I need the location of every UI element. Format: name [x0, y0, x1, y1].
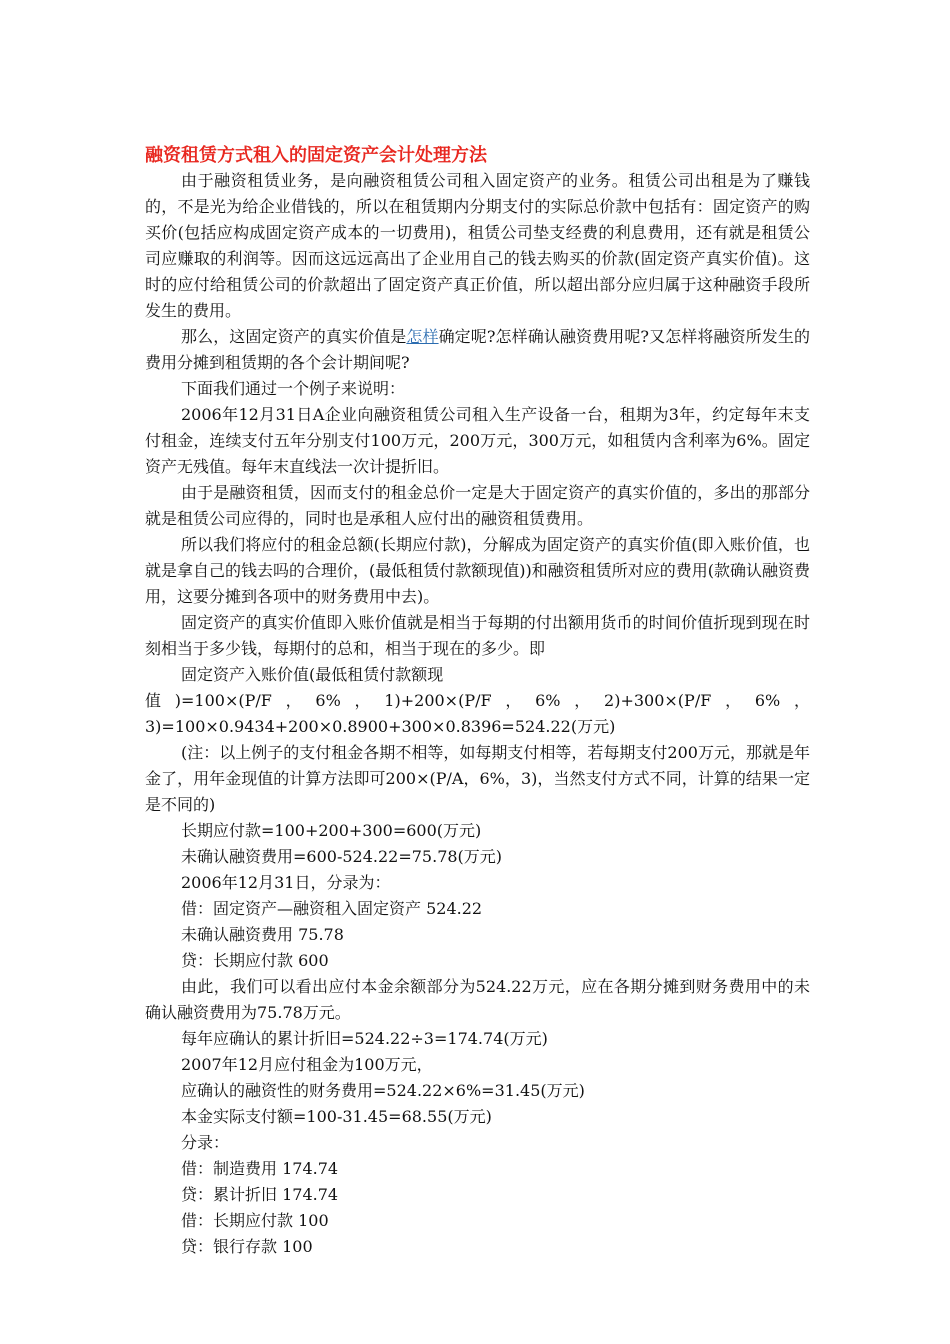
how-link[interactable]: 怎样 — [406, 327, 439, 346]
entry-line: 贷：银行存款 100 — [181, 1237, 313, 1256]
paragraph-lease-cost: 由于是融资租赁，因而支付的租金总价一定是大于固定资产的真实价值的，多出的那部分就是租赁公司应得的，同时也是承租人应付出的融资租赁费用。 — [145, 483, 810, 528]
entry-line: 贷：累计折旧 174.74 — [181, 1185, 339, 1204]
entry-line: 未确认融资费用=600-524.22=75.78(万元) — [181, 847, 503, 866]
entry-line: 分录： — [181, 1133, 230, 1152]
formula-rest: 值)=100×(P/F，6%，1)+200×(P/F，6%，2)+300×(P/F，6%，3)=100×0.9434+200×0.8900+300×0.8396=524.22(万元) — [145, 691, 810, 736]
entry-line: 2006年12月31日，分录为： — [181, 873, 391, 892]
entry-line: 2007年12月应付租金为100万元， — [181, 1055, 433, 1074]
entry-line: 应确认的融资性的财务费用=524.22×6%=31.45(万元) — [181, 1081, 585, 1100]
entry-line: 借：制造费用 174.74 — [181, 1159, 339, 1178]
entry-line: 本金实际支付额=100-31.45=68.55(万元) — [181, 1107, 492, 1126]
document-title: 融资租赁方式租入的固定资产会计处理方法 — [145, 145, 487, 166]
formula-line-1: 固定资产入账价值(最低租赁付款额现 — [181, 665, 444, 684]
paragraph-note: (注：以上例子的支付租金各期不相等，如每期支付相等，若每期支付200万元，那就是年金了，用年金现值的计算方法即可200×(P/A，6%，3)，当然支付方式不同，计算的结果一定是不同的) — [145, 743, 810, 814]
paragraph-intro: 由于融资租赁业务，是向融资租赁公司租入固定资产的业务。租赁公司出租是为了赚钱的，不是光为给企业借钱的，所以在租赁期内分期支付的实际总价款中包括有：固定资产的购买价(包括应构成固定资产成本的一切费用)，租赁公司垫支经费的利息费用，还有就是租赁公司应赚取的利润等。因而这远远高出了企业用自己的钱去购买的价款(固定资产真实价值)。这时的应付给租赁公司的价款超出了固定资产真正价值，所以超出部分应归属于这种融资手段所发生的费用。 — [145, 171, 810, 320]
entry-line: 每年应确认的累计折旧=524.22÷3=174.74(万元) — [181, 1029, 548, 1048]
entry-line: 长期应付款=100+200+300=600(万元) — [181, 821, 482, 840]
paragraph-decomposition: 所以我们将应付的租金总额(长期应付款)，分解成为固定资产的真实价值(即入账价值，也就是拿自己的钱去吗的合理价，(最低租赁付款额现值))和融资租赁所对应的费用(款确认融资费用，这要分摊到各项中的财务费用中去)。 — [145, 535, 810, 606]
paragraph-example: 2006年12月31日A企业向融资租赁公司租入生产设备一台，租期为3年，约定每年末支付租金，连续支付五年分别支付100万元，200万元，300万元，如租赁内含利率为6%。固定资产无残值。每年末直线法一次计提折旧。 — [145, 405, 810, 476]
entry-line: 借：长期应付款 100 — [181, 1211, 329, 1230]
paragraph-formula — [145, 662, 810, 740]
paragraph-present-value: 固定资产的真实价值即入账价值就是相当于每期的付出额用货币的时间价值折现到现在时刻相当于多少钱，每期付的总和，相当于现在的多少。即 — [145, 613, 810, 658]
entry-line: 未确认融资费用 75.78 — [181, 925, 344, 944]
entry-line: 借：固定资产—融资租入固定资产 524.22 — [181, 899, 483, 918]
paragraph-example-intro: 下面我们通过一个例子来说明： — [181, 379, 406, 398]
paragraph-question-text-before: 那么，这固定资产的真实价值是 — [181, 327, 407, 346]
paragraph-question — [145, 324, 810, 376]
document-page — [145, 144, 810, 1260]
entry-line: 贷：长期应付款 600 — [181, 951, 329, 970]
paragraph-question-text-after: 确定呢?怎样确认融资费用呢?又怎样将融资所发生的费用分摊到租赁期的各个会计期间呢? — [145, 327, 810, 372]
paragraph-summary: 由此，我们可以看出应付本金余额部分为524.22万元，应在各期分摊到财务费用中的未确认融资费用为75.78万元。 — [145, 977, 810, 1022]
